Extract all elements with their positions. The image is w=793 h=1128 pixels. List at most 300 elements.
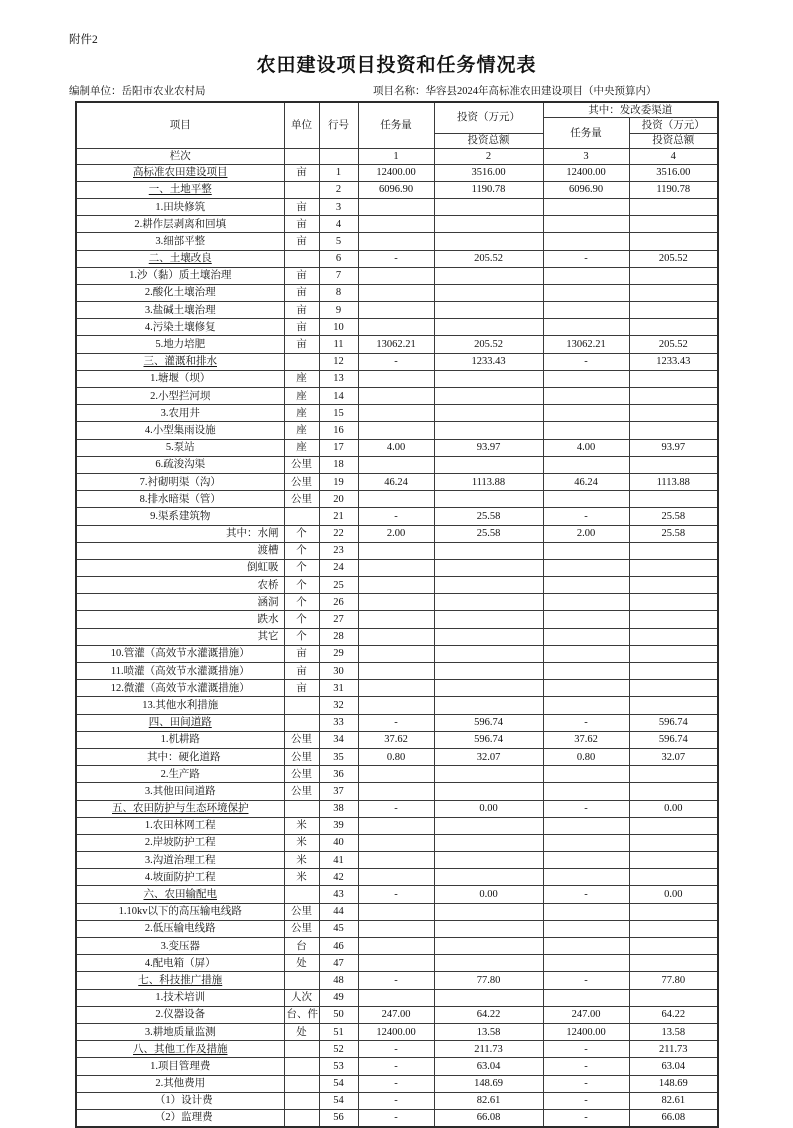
- header-row-1: [76, 102, 718, 118]
- row-fgw-invest-total: [629, 680, 718, 697]
- row-fgw-task-amount: 13062.21: [543, 336, 629, 353]
- table-row: [76, 164, 718, 181]
- row-fgw-invest-total: 64.22: [629, 1006, 718, 1023]
- table-row: [76, 250, 718, 267]
- row-fgw-task-amount: [543, 903, 629, 920]
- table-row: [76, 439, 718, 456]
- row-invest-total: [434, 456, 543, 473]
- row-project-name: [76, 886, 284, 903]
- row-project-name: 1.项目管理费: [76, 1058, 284, 1075]
- row-project-name: 10.管灌（高效节水灌溉措施）: [76, 645, 284, 662]
- row-invest-total: [434, 594, 543, 611]
- row-unit: [284, 972, 319, 989]
- row-task-amount: [358, 852, 434, 869]
- row-project-name: 涵洞: [76, 594, 284, 611]
- row-project-name: 农桥: [76, 577, 284, 594]
- row-fgw-invest-total: 1233.43: [629, 353, 718, 370]
- table-row: [76, 1023, 718, 1040]
- row-invest-total: 1190.78: [434, 181, 543, 198]
- row-project-name: 4.污染土壤修复: [76, 319, 284, 336]
- row-project-name: 2.小型拦河坝: [76, 388, 284, 405]
- row-fgw-task-amount: [543, 594, 629, 611]
- row-project-name: 倒虹吸: [76, 559, 284, 576]
- row-task-amount: [358, 216, 434, 233]
- row-task-amount: [358, 422, 434, 439]
- row-invest-total: [434, 198, 543, 215]
- row-invest-total: [434, 370, 543, 387]
- col-header-invest: 投资（万元）: [434, 102, 543, 133]
- table-row: [76, 353, 718, 370]
- row-fgw-task-amount: 4.00: [543, 439, 629, 456]
- row-fgw-invest-total: 66.08: [629, 1109, 718, 1127]
- row-line-no: 13: [319, 370, 358, 387]
- row-invest-total: 596.74: [434, 731, 543, 748]
- row-task-amount: [358, 456, 434, 473]
- row-fgw-invest-total: 77.80: [629, 972, 718, 989]
- row-fgw-invest-total: [629, 216, 718, 233]
- row-task-amount: [358, 405, 434, 422]
- row-line-no: 14: [319, 388, 358, 405]
- row-project-name: [76, 800, 284, 817]
- row-fgw-task-amount: [543, 955, 629, 972]
- row-project-name: [76, 250, 284, 267]
- row-fgw-invest-total: [629, 456, 718, 473]
- row-fgw-invest-total: [629, 319, 718, 336]
- row-task-amount: [358, 955, 434, 972]
- row-project-name: 跌水: [76, 611, 284, 628]
- row-task-amount: [358, 817, 434, 834]
- row-unit: [284, 714, 319, 731]
- row-fgw-invest-total: 25.58: [629, 525, 718, 542]
- row-unit: 台、件: [284, 1006, 319, 1023]
- row-fgw-task-amount: -: [543, 1092, 629, 1109]
- table-row: [76, 302, 718, 319]
- row-unit: [284, 697, 319, 714]
- row-invest-total: [434, 216, 543, 233]
- row-unit: [284, 508, 319, 525]
- row-fgw-invest-total: [629, 284, 718, 301]
- row-unit: 座: [284, 370, 319, 387]
- row-task-amount: 4.00: [358, 439, 434, 456]
- column-index-3: 3: [543, 149, 629, 164]
- row-unit: 亩: [284, 663, 319, 680]
- table-row: [76, 628, 718, 645]
- row-unit: 处: [284, 955, 319, 972]
- row-invest-total: 64.22: [434, 1006, 543, 1023]
- row-invest-total: [434, 834, 543, 851]
- row-unit: 亩: [284, 302, 319, 319]
- row-unit: 个: [284, 559, 319, 576]
- row-fgw-task-amount: [543, 267, 629, 284]
- row-fgw-task-amount: -: [543, 714, 629, 731]
- row-unit: 亩: [284, 198, 319, 215]
- row-project-name: 9.渠系建筑物: [76, 508, 284, 525]
- row-fgw-task-amount: -: [543, 250, 629, 267]
- row-line-no: 54: [319, 1092, 358, 1109]
- row-unit: 亩: [284, 336, 319, 353]
- row-line-no: 38: [319, 800, 358, 817]
- row-task-amount: [358, 834, 434, 851]
- row-unit: 亩: [284, 319, 319, 336]
- row-fgw-invest-total: 0.00: [629, 886, 718, 903]
- row-project-name: 8.排水暗渠（管）: [76, 491, 284, 508]
- row-invest-total: [434, 491, 543, 508]
- row-fgw-invest-total: [629, 302, 718, 319]
- row-invest-total: [434, 663, 543, 680]
- row-line-no: 35: [319, 748, 358, 765]
- row-unit: 公里: [284, 903, 319, 920]
- row-line-no: 22: [319, 525, 358, 542]
- row-unit: [284, 1058, 319, 1075]
- table-row: [76, 852, 718, 869]
- table-row: [76, 972, 718, 989]
- row-task-amount: [358, 645, 434, 662]
- row-unit: 台: [284, 938, 319, 955]
- table-row: [76, 284, 718, 301]
- row-fgw-invest-total: [629, 559, 718, 576]
- row-fgw-task-amount: -: [543, 1075, 629, 1092]
- row-invest-total: 0.00: [434, 800, 543, 817]
- table-row: [76, 370, 718, 387]
- row-line-no: 8: [319, 284, 358, 301]
- row-project-name: 4.坡面防护工程: [76, 869, 284, 886]
- table-row: [76, 680, 718, 697]
- row-task-amount: [358, 302, 434, 319]
- row-fgw-invest-total: [629, 938, 718, 955]
- table-row: [76, 989, 718, 1006]
- column-index-4: 4: [629, 149, 718, 164]
- row-fgw-invest-total: 205.52: [629, 336, 718, 353]
- row-invest-total: [434, 611, 543, 628]
- row-task-amount: [358, 233, 434, 250]
- table-row: [76, 1041, 718, 1058]
- row-project-name-text: 二、土壤改良: [148, 253, 212, 265]
- column-index-line-no: [319, 149, 358, 164]
- row-line-no: 3: [319, 198, 358, 215]
- table-row: [76, 233, 718, 250]
- table-row: [76, 903, 718, 920]
- row-fgw-invest-total: [629, 628, 718, 645]
- row-fgw-invest-total: 148.69: [629, 1075, 718, 1092]
- row-task-amount: [358, 680, 434, 697]
- table-row: [76, 422, 718, 439]
- row-fgw-invest-total: 13.58: [629, 1023, 718, 1040]
- row-unit: 亩: [284, 233, 319, 250]
- table-row: [76, 525, 718, 542]
- row-fgw-invest-total: [629, 645, 718, 662]
- row-task-amount: -: [358, 508, 434, 525]
- row-unit: 个: [284, 577, 319, 594]
- row-fgw-invest-total: 1190.78: [629, 181, 718, 198]
- table-row: [76, 336, 718, 353]
- row-invest-total: 148.69: [434, 1075, 543, 1092]
- row-unit: 公里: [284, 783, 319, 800]
- row-project-name: 其中：水闸: [76, 525, 284, 542]
- row-project-name: 1.10kv以下的高压输电线路: [76, 903, 284, 920]
- table-row: [76, 748, 718, 765]
- row-fgw-task-amount: 247.00: [543, 1006, 629, 1023]
- row-line-no: 16: [319, 422, 358, 439]
- row-task-amount: [358, 388, 434, 405]
- row-invest-total: [434, 783, 543, 800]
- row-unit: 个: [284, 525, 319, 542]
- row-fgw-invest-total: [629, 920, 718, 937]
- row-task-amount: -: [358, 1075, 434, 1092]
- row-invest-total: 66.08: [434, 1109, 543, 1127]
- row-fgw-invest-total: 32.07: [629, 748, 718, 765]
- row-line-no: 52: [319, 1041, 358, 1058]
- row-line-no: 46: [319, 938, 358, 955]
- table-row: [76, 473, 718, 490]
- row-unit: 公里: [284, 731, 319, 748]
- table-row: [76, 181, 718, 198]
- row-fgw-task-amount: [543, 697, 629, 714]
- row-invest-total: 25.58: [434, 525, 543, 542]
- row-task-amount: [358, 319, 434, 336]
- row-task-amount: [358, 903, 434, 920]
- table-row: [76, 491, 718, 508]
- row-line-no: 21: [319, 508, 358, 525]
- row-unit: 米: [284, 817, 319, 834]
- row-line-no: 37: [319, 783, 358, 800]
- table-row: [76, 783, 718, 800]
- row-task-amount: -: [358, 972, 434, 989]
- row-project-name: [76, 714, 284, 731]
- row-fgw-task-amount: [543, 783, 629, 800]
- row-invest-total: 1233.43: [434, 353, 543, 370]
- row-invest-total: [434, 645, 543, 662]
- column-index-label: 栏次: [76, 149, 284, 164]
- col-header-invest-total: 投资总额: [434, 133, 543, 148]
- table-row: [76, 955, 718, 972]
- row-fgw-task-amount: 0.80: [543, 748, 629, 765]
- row-fgw-invest-total: [629, 388, 718, 405]
- row-unit: 公里: [284, 920, 319, 937]
- row-task-amount: -: [358, 714, 434, 731]
- row-project-name: 2.仪器设备: [76, 1006, 284, 1023]
- row-line-no: 45: [319, 920, 358, 937]
- row-fgw-invest-total: [629, 198, 718, 215]
- row-fgw-task-amount: -: [543, 1058, 629, 1075]
- row-line-no: 19: [319, 473, 358, 490]
- row-task-amount: -: [358, 1109, 434, 1127]
- row-unit: 座: [284, 388, 319, 405]
- row-invest-total: 1113.88: [434, 473, 543, 490]
- row-fgw-invest-total: 0.00: [629, 800, 718, 817]
- table-row: [76, 508, 718, 525]
- row-invest-total: [434, 955, 543, 972]
- row-fgw-task-amount: [543, 628, 629, 645]
- row-invest-total: [434, 542, 543, 559]
- row-invest-total: 0.00: [434, 886, 543, 903]
- row-line-no: 33: [319, 714, 358, 731]
- row-fgw-task-amount: [543, 491, 629, 508]
- row-task-amount: [358, 628, 434, 645]
- row-fgw-invest-total: [629, 817, 718, 834]
- row-invest-total: 205.52: [434, 336, 543, 353]
- table-row: [76, 1092, 718, 1109]
- row-line-no: 28: [319, 628, 358, 645]
- row-task-amount: [358, 920, 434, 937]
- row-invest-total: [434, 284, 543, 301]
- row-project-name: 2.其他费用: [76, 1075, 284, 1092]
- row-task-amount: [358, 370, 434, 387]
- row-project-name-text: 一、土地平整: [148, 184, 212, 196]
- row-fgw-task-amount: [543, 577, 629, 594]
- row-unit: 公里: [284, 766, 319, 783]
- row-fgw-task-amount: [543, 542, 629, 559]
- row-line-no: 25: [319, 577, 358, 594]
- row-fgw-task-amount: -: [543, 1109, 629, 1127]
- row-project-name-text: 七、科技推广措施: [138, 974, 223, 986]
- row-fgw-invest-total: [629, 422, 718, 439]
- row-project-name: 2.酸化土壤治理: [76, 284, 284, 301]
- row-fgw-task-amount: -: [543, 886, 629, 903]
- row-task-amount: -: [358, 1058, 434, 1075]
- row-fgw-task-amount: [543, 645, 629, 662]
- row-fgw-invest-total: [629, 783, 718, 800]
- row-project-name: 3.盐碱土壤治理: [76, 302, 284, 319]
- row-line-no: 44: [319, 903, 358, 920]
- row-task-amount: 37.62: [358, 731, 434, 748]
- row-unit: [284, 353, 319, 370]
- row-invest-total: [434, 869, 543, 886]
- row-fgw-invest-total: [629, 594, 718, 611]
- row-task-amount: -: [358, 800, 434, 817]
- row-project-name: [76, 164, 284, 181]
- row-task-amount: [358, 491, 434, 508]
- row-task-amount: [358, 284, 434, 301]
- table-row: [76, 405, 718, 422]
- row-fgw-task-amount: [543, 388, 629, 405]
- row-task-amount: -: [358, 886, 434, 903]
- row-unit: 亩: [284, 284, 319, 301]
- row-unit: [284, 250, 319, 267]
- row-invest-total: [434, 903, 543, 920]
- row-fgw-task-amount: [543, 216, 629, 233]
- table-row: [76, 1006, 718, 1023]
- row-fgw-task-amount: [543, 766, 629, 783]
- row-invest-total: [434, 680, 543, 697]
- row-invest-total: [434, 267, 543, 284]
- row-line-no: 4: [319, 216, 358, 233]
- row-fgw-task-amount: -: [543, 972, 629, 989]
- table-row: [76, 714, 718, 731]
- row-invest-total: [434, 628, 543, 645]
- row-invest-total: [434, 577, 543, 594]
- row-unit: [284, 181, 319, 198]
- row-task-amount: 0.80: [358, 748, 434, 765]
- row-line-no: 43: [319, 886, 358, 903]
- col-header-line-no: 行号: [319, 102, 358, 149]
- row-fgw-invest-total: 596.74: [629, 731, 718, 748]
- row-unit: 座: [284, 422, 319, 439]
- row-unit: 人次: [284, 989, 319, 1006]
- row-task-amount: 46.24: [358, 473, 434, 490]
- row-invest-total: 82.61: [434, 1092, 543, 1109]
- table-row: [76, 1058, 718, 1075]
- row-project-name: 其它: [76, 628, 284, 645]
- row-fgw-task-amount: 46.24: [543, 473, 629, 490]
- row-fgw-task-amount: [543, 920, 629, 937]
- row-invest-total: 211.73: [434, 1041, 543, 1058]
- row-unit: 公里: [284, 456, 319, 473]
- row-project-name: 5.地力培肥: [76, 336, 284, 353]
- row-fgw-invest-total: [629, 989, 718, 1006]
- table-row: [76, 388, 718, 405]
- row-invest-total: [434, 422, 543, 439]
- row-fgw-task-amount: [543, 422, 629, 439]
- prepared-by: 编制单位：岳阳市农业农村局: [69, 86, 206, 97]
- col-header-task: 任务量: [358, 102, 434, 149]
- row-fgw-invest-total: 3516.00: [629, 164, 718, 181]
- row-fgw-task-amount: -: [543, 508, 629, 525]
- row-invest-total: [434, 302, 543, 319]
- row-line-no: 23: [319, 542, 358, 559]
- row-fgw-invest-total: 63.04: [629, 1058, 718, 1075]
- table-row: [76, 663, 718, 680]
- row-task-amount: [358, 198, 434, 215]
- row-line-no: 7: [319, 267, 358, 284]
- row-line-no: 20: [319, 491, 358, 508]
- row-fgw-invest-total: 93.97: [629, 439, 718, 456]
- column-index-2: 2: [434, 149, 543, 164]
- row-unit: [284, 1109, 319, 1127]
- row-line-no: 29: [319, 645, 358, 662]
- row-project-name: 3.农用井: [76, 405, 284, 422]
- row-unit: 公里: [284, 491, 319, 508]
- row-invest-total: [434, 388, 543, 405]
- row-project-name: 3.其他田间道路: [76, 783, 284, 800]
- table-row: [76, 542, 718, 559]
- row-project-name: 3.变压器: [76, 938, 284, 955]
- row-fgw-task-amount: [543, 370, 629, 387]
- row-invest-total: [434, 938, 543, 955]
- table-row: [76, 920, 718, 937]
- attachment-label: 附件2: [69, 34, 98, 46]
- col-header-project: 项目: [76, 102, 284, 149]
- row-task-amount: [358, 594, 434, 611]
- row-fgw-invest-total: [629, 611, 718, 628]
- row-unit: [284, 1041, 319, 1058]
- row-invest-total: [434, 697, 543, 714]
- row-fgw-invest-total: [629, 370, 718, 387]
- row-fgw-task-amount: [543, 938, 629, 955]
- row-project-name: 4.配电箱（屏）: [76, 955, 284, 972]
- table-row: [76, 869, 718, 886]
- row-line-no: 6: [319, 250, 358, 267]
- row-line-no: 53: [319, 1058, 358, 1075]
- page-title: 农田建设项目投资和任务情况表: [256, 55, 537, 76]
- table-row: [76, 697, 718, 714]
- row-line-no: 34: [319, 731, 358, 748]
- row-project-name: 5.泵站: [76, 439, 284, 456]
- row-fgw-invest-total: [629, 834, 718, 851]
- row-invest-total: [434, 405, 543, 422]
- table-row: [76, 319, 718, 336]
- row-project-name: 1.机耕路: [76, 731, 284, 748]
- row-fgw-task-amount: 12400.00: [543, 1023, 629, 1040]
- row-invest-total: 32.07: [434, 748, 543, 765]
- row-line-no: 42: [319, 869, 358, 886]
- row-unit: 米: [284, 834, 319, 851]
- row-invest-total: [434, 559, 543, 576]
- row-fgw-invest-total: [629, 491, 718, 508]
- row-fgw-task-amount: [543, 233, 629, 250]
- row-fgw-task-amount: [543, 405, 629, 422]
- row-line-no: 11: [319, 336, 358, 353]
- row-fgw-task-amount: [543, 869, 629, 886]
